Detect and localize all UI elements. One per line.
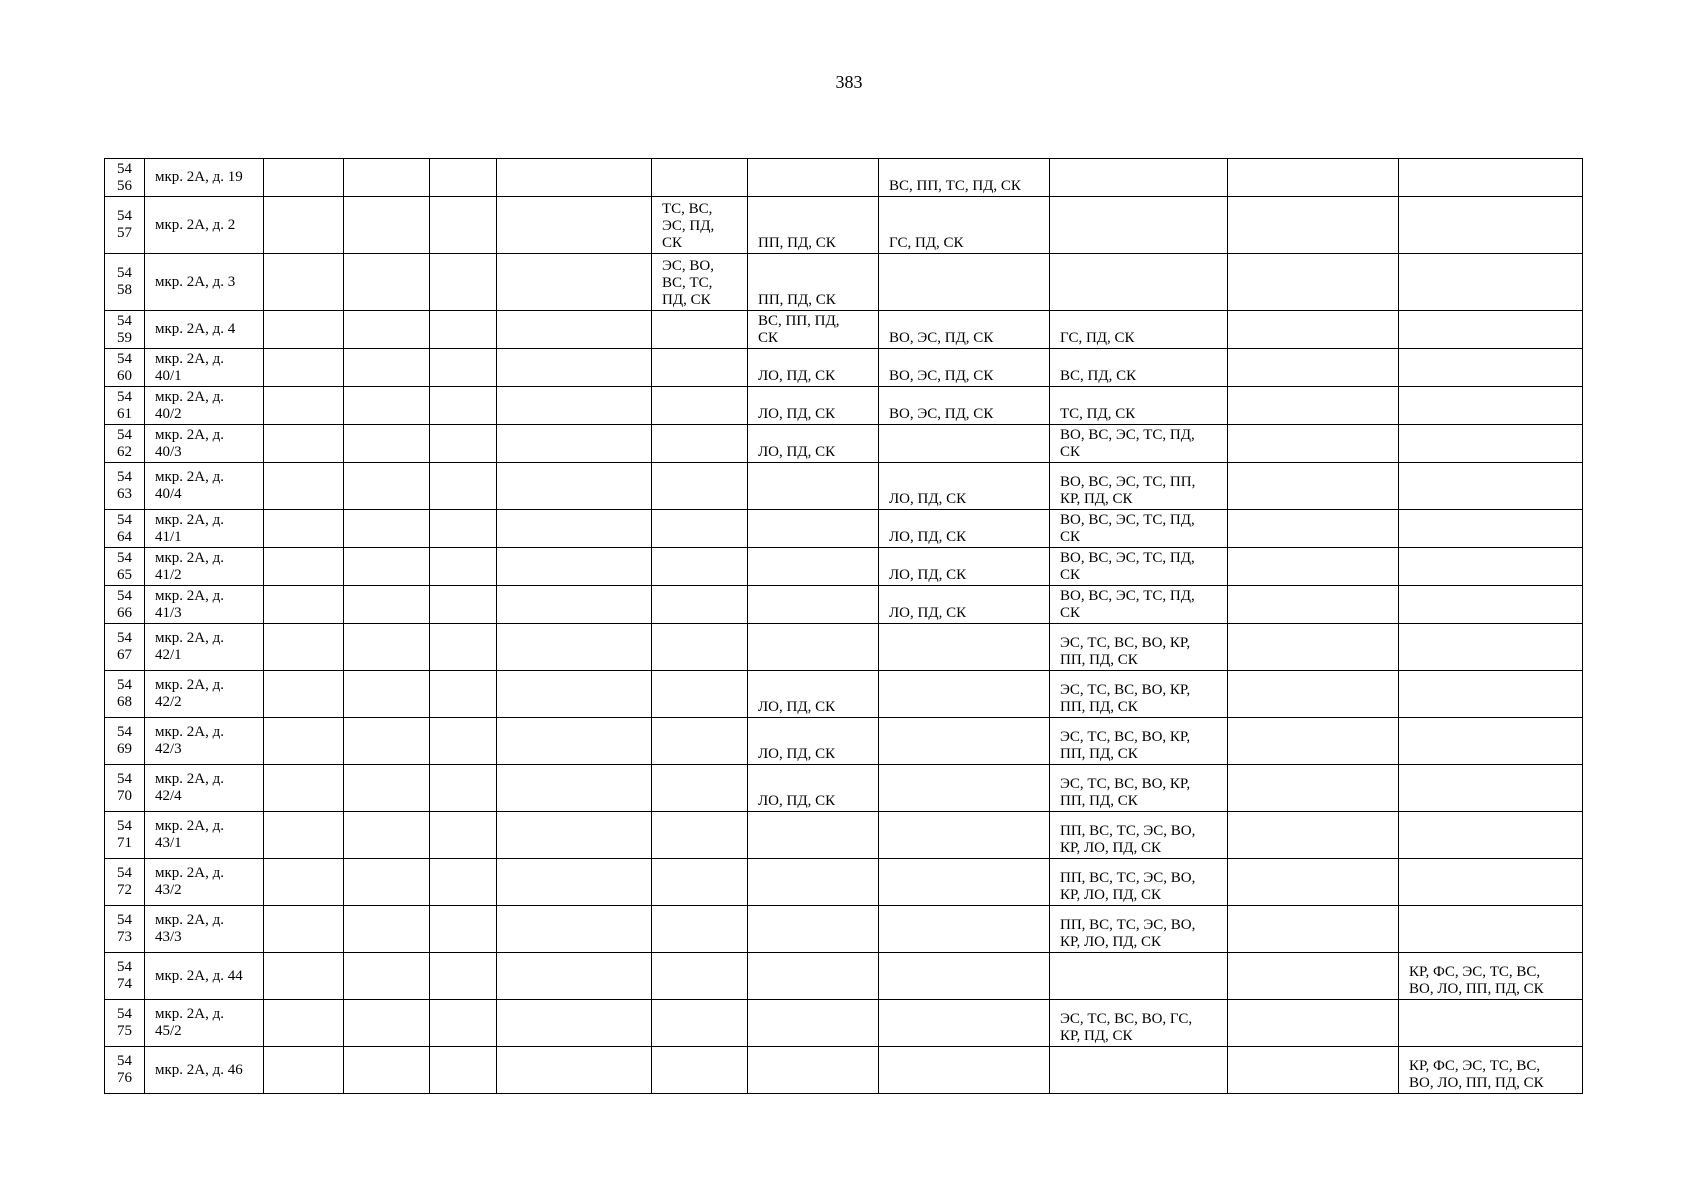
- work-types-cell: [344, 349, 430, 387]
- work-types-cell: [264, 1000, 344, 1047]
- work-types-cell: [1228, 671, 1399, 718]
- work-types-cell: [1228, 718, 1399, 765]
- work-types-cell: КР, ФС, ЭС, ТС, ВС, ВО, ЛО, ПП, ПД, СК: [1399, 953, 1583, 1000]
- work-types-cell: [748, 859, 879, 906]
- work-types-cell: [497, 906, 652, 953]
- work-types-cell: [264, 425, 344, 463]
- work-types-cell: [344, 1047, 430, 1094]
- work-types-cell: [344, 463, 430, 510]
- work-types-cell: [264, 197, 344, 254]
- table-body: [105, 159, 1583, 1094]
- work-types-cell: [1228, 463, 1399, 510]
- work-types-cell: [497, 1000, 652, 1047]
- work-types-cell: [1050, 254, 1228, 311]
- work-types-cell: ПП, ВС, ТС, ЭС, ВО, КР, ЛО, ПД, СК: [1050, 812, 1228, 859]
- work-types-cell: ГС, ПД, СК: [1050, 311, 1228, 349]
- work-types-cell: [652, 586, 748, 624]
- work-types-cell: КР, ФС, ЭС, ТС, ВС, ВО, ЛО, ПП, ПД, СК: [1399, 1047, 1583, 1094]
- work-types-cell: [430, 765, 497, 812]
- work-types-cell: [1399, 1000, 1583, 1047]
- work-types-cell: [497, 812, 652, 859]
- address-cell: мкр. 2А, д. 4: [145, 311, 264, 349]
- work-types-cell: [879, 624, 1050, 671]
- table-row: [105, 1000, 1583, 1047]
- work-types-cell: ВО, ЭС, ПД, СК: [879, 349, 1050, 387]
- address-cell: мкр. 2А, д. 40/1: [145, 349, 264, 387]
- address-cell: мкр. 2А, д. 43/2: [145, 859, 264, 906]
- work-types-cell: [344, 765, 430, 812]
- row-number-cell: 54 60: [105, 349, 145, 387]
- work-types-cell: [1399, 671, 1583, 718]
- work-types-cell: [497, 254, 652, 311]
- row-number-cell: 54 59: [105, 311, 145, 349]
- work-types-cell: [497, 624, 652, 671]
- work-types-cell: [1399, 463, 1583, 510]
- work-types-cell: [264, 718, 344, 765]
- table-row: [105, 624, 1583, 671]
- address-cell: мкр. 2А, д. 42/1: [145, 624, 264, 671]
- work-types-cell: [264, 1047, 344, 1094]
- table-row: [105, 765, 1583, 812]
- work-types-cell: [344, 1000, 430, 1047]
- address-cell: мкр. 2А, д. 2: [145, 197, 264, 254]
- work-types-cell: [652, 1000, 748, 1047]
- work-types-cell: [264, 463, 344, 510]
- work-types-cell: [1228, 1000, 1399, 1047]
- work-types-cell: ЭС, ВО, ВС, ТС, ПД, СК: [652, 254, 748, 311]
- work-types-cell: [879, 906, 1050, 953]
- work-types-cell: [430, 254, 497, 311]
- work-types-cell: [748, 548, 879, 586]
- work-types-cell: [1228, 586, 1399, 624]
- work-types-cell: [344, 387, 430, 425]
- work-types-cell: [1228, 159, 1399, 197]
- work-types-cell: [430, 1000, 497, 1047]
- work-types-cell: [1228, 311, 1399, 349]
- work-types-cell: [1050, 1047, 1228, 1094]
- work-types-cell: [652, 159, 748, 197]
- work-types-cell: [264, 624, 344, 671]
- work-types-cell: [430, 548, 497, 586]
- work-types-cell: [1399, 624, 1583, 671]
- table-row: [105, 906, 1583, 953]
- work-types-cell: ЛО, ПД, СК: [879, 463, 1050, 510]
- work-types-cell: [1399, 765, 1583, 812]
- work-types-cell: [1228, 1047, 1399, 1094]
- row-number-cell: 54 64: [105, 510, 145, 548]
- work-types-cell: [1228, 510, 1399, 548]
- work-types-cell: ЛО, ПД, СК: [748, 671, 879, 718]
- work-types-cell: [264, 349, 344, 387]
- work-types-cell: ЭС, ТС, ВС, ВО, КР, ПП, ПД, СК: [1050, 765, 1228, 812]
- work-types-cell: [264, 859, 344, 906]
- work-types-cell: [430, 1047, 497, 1094]
- row-number-cell: 54 68: [105, 671, 145, 718]
- row-number-cell: 54 72: [105, 859, 145, 906]
- work-types-cell: [1399, 425, 1583, 463]
- work-types-cell: [1399, 586, 1583, 624]
- work-types-cell: [264, 765, 344, 812]
- work-types-cell: [1228, 349, 1399, 387]
- work-types-cell: [264, 906, 344, 953]
- work-types-cell: [344, 953, 430, 1000]
- work-types-cell: [1399, 387, 1583, 425]
- work-types-cell: ВО, ЭС, ПД, СК: [879, 387, 1050, 425]
- row-number-cell: 54 57: [105, 197, 145, 254]
- work-types-cell: [264, 953, 344, 1000]
- work-types-cell: [264, 254, 344, 311]
- work-types-cell: [344, 718, 430, 765]
- table-row: [105, 463, 1583, 510]
- table-row: [105, 254, 1583, 311]
- table-row: [105, 425, 1583, 463]
- work-types-cell: ГС, ПД, СК: [879, 197, 1050, 254]
- work-types-cell: [748, 510, 879, 548]
- table-row: [105, 953, 1583, 1000]
- work-types-cell: ВО, ВС, ЭС, ТС, ПД, СК: [1050, 425, 1228, 463]
- table-row: [105, 548, 1583, 586]
- address-cell: мкр. 2А, д. 19: [145, 159, 264, 197]
- work-types-cell: [497, 859, 652, 906]
- work-types-cell: ЛО, ПД, СК: [748, 425, 879, 463]
- address-cell: мкр. 2А, д. 41/3: [145, 586, 264, 624]
- work-types-cell: [344, 254, 430, 311]
- work-types-cell: ВС, ПД, СК: [1050, 349, 1228, 387]
- work-types-cell: ЭС, ТС, ВС, ВО, ГС, КР, ПД, СК: [1050, 1000, 1228, 1047]
- work-types-cell: [879, 425, 1050, 463]
- work-types-cell: [497, 765, 652, 812]
- table-row: [105, 387, 1583, 425]
- work-types-cell: ПП, ПД, СК: [748, 254, 879, 311]
- row-number-cell: 54 69: [105, 718, 145, 765]
- work-types-cell: ЭС, ТС, ВС, ВО, КР, ПП, ПД, СК: [1050, 718, 1228, 765]
- work-types-cell: [1228, 425, 1399, 463]
- work-types-cell: [497, 718, 652, 765]
- work-types-cell: [1399, 906, 1583, 953]
- work-types-cell: [430, 159, 497, 197]
- work-types-cell: [879, 671, 1050, 718]
- work-types-cell: [430, 463, 497, 510]
- work-types-cell: ЛО, ПД, СК: [879, 586, 1050, 624]
- work-types-cell: [430, 953, 497, 1000]
- work-types-cell: ВС, ПП, ПД, СК: [748, 311, 879, 349]
- work-types-cell: [652, 548, 748, 586]
- row-number-cell: 54 71: [105, 812, 145, 859]
- work-types-cell: [344, 671, 430, 718]
- work-types-cell: [1228, 953, 1399, 1000]
- work-types-cell: [1228, 812, 1399, 859]
- address-cell: мкр. 2А, д. 42/4: [145, 765, 264, 812]
- address-cell: мкр. 2А, д. 42/3: [145, 718, 264, 765]
- row-number-cell: 54 76: [105, 1047, 145, 1094]
- work-types-cell: ЛО, ПД, СК: [748, 387, 879, 425]
- work-types-cell: [344, 624, 430, 671]
- work-types-cell: [1399, 510, 1583, 548]
- row-number-cell: 54 74: [105, 953, 145, 1000]
- work-types-cell: [1399, 859, 1583, 906]
- work-types-cell: [264, 548, 344, 586]
- address-cell: мкр. 2А, д. 45/2: [145, 1000, 264, 1047]
- table-row: [105, 586, 1583, 624]
- table-row: [105, 718, 1583, 765]
- work-types-cell: [344, 510, 430, 548]
- work-types-cell: [1050, 953, 1228, 1000]
- work-types-cell: [1050, 197, 1228, 254]
- work-types-cell: [879, 812, 1050, 859]
- work-types-cell: [264, 159, 344, 197]
- row-number-cell: 54 70: [105, 765, 145, 812]
- work-types-cell: [652, 859, 748, 906]
- table-row: [105, 812, 1583, 859]
- work-types-cell: ВО, ВС, ЭС, ТС, ПП, КР, ПД, СК: [1050, 463, 1228, 510]
- page-number: 383: [835, 72, 863, 92]
- row-number-cell: 54 56: [105, 159, 145, 197]
- work-types-cell: ЭС, ТС, ВС, ВО, КР, ПП, ПД, СК: [1050, 624, 1228, 671]
- row-number-cell: 54 67: [105, 624, 145, 671]
- work-types-cell: [1399, 718, 1583, 765]
- work-types-cell: [879, 254, 1050, 311]
- address-cell: мкр. 2А, д. 44: [145, 953, 264, 1000]
- work-types-cell: [748, 159, 879, 197]
- work-types-cell: [652, 906, 748, 953]
- work-types-cell: [497, 586, 652, 624]
- work-types-cell: [1228, 765, 1399, 812]
- work-types-cell: [1228, 859, 1399, 906]
- work-types-cell: [879, 765, 1050, 812]
- work-types-cell: [430, 197, 497, 254]
- work-types-cell: [430, 906, 497, 953]
- work-types-cell: [344, 859, 430, 906]
- work-types-cell: [652, 1047, 748, 1094]
- work-types-cell: [748, 1047, 879, 1094]
- work-types-cell: [748, 953, 879, 1000]
- work-types-cell: [652, 311, 748, 349]
- work-types-cell: [344, 197, 430, 254]
- work-types-cell: [1399, 349, 1583, 387]
- work-types-cell: [497, 387, 652, 425]
- address-cell: мкр. 2А, д. 40/4: [145, 463, 264, 510]
- work-types-cell: [497, 425, 652, 463]
- address-cell: мкр. 2А, д. 46: [145, 1047, 264, 1094]
- work-types-cell: [430, 671, 497, 718]
- row-number-cell: 54 61: [105, 387, 145, 425]
- work-types-cell: [344, 425, 430, 463]
- table-row: [105, 859, 1583, 906]
- work-types-cell: ЛО, ПД, СК: [748, 349, 879, 387]
- work-types-cell: [748, 624, 879, 671]
- work-types-cell: ВО, ВС, ЭС, ТС, ПД, СК: [1050, 586, 1228, 624]
- row-number-cell: 54 58: [105, 254, 145, 311]
- work-types-cell: [1228, 197, 1399, 254]
- work-types-cell: [344, 586, 430, 624]
- work-types-cell: ЛО, ПД, СК: [748, 718, 879, 765]
- work-types-cell: [879, 1000, 1050, 1047]
- work-types-cell: [652, 812, 748, 859]
- work-types-cell: ТС, ВС, ЭС, ПД, СК: [652, 197, 748, 254]
- work-types-cell: [497, 953, 652, 1000]
- work-types-cell: [748, 906, 879, 953]
- work-types-cell: [497, 349, 652, 387]
- work-types-cell: [430, 718, 497, 765]
- work-types-cell: [652, 624, 748, 671]
- address-cell: мкр. 2А, д. 42/2: [145, 671, 264, 718]
- address-cell: мкр. 2А, д. 41/2: [145, 548, 264, 586]
- work-types-cell: [879, 718, 1050, 765]
- address-cell: мкр. 2А, д. 3: [145, 254, 264, 311]
- row-number-cell: 54 65: [105, 548, 145, 586]
- address-cell: мкр. 2А, д. 43/3: [145, 906, 264, 953]
- table-row: [105, 1047, 1583, 1094]
- work-types-cell: [652, 387, 748, 425]
- work-types-cell: [1399, 197, 1583, 254]
- work-types-cell: [430, 510, 497, 548]
- work-types-cell: [1228, 387, 1399, 425]
- work-types-cell: [652, 671, 748, 718]
- work-types-cell: [1228, 254, 1399, 311]
- table-row: [105, 159, 1583, 197]
- work-types-cell: [430, 812, 497, 859]
- work-types-cell: [652, 765, 748, 812]
- work-types-cell: ВО, ВС, ЭС, ТС, ПД, СК: [1050, 548, 1228, 586]
- work-types-cell: ПП, ВС, ТС, ЭС, ВО, КР, ЛО, ПД, СК: [1050, 859, 1228, 906]
- work-types-cell: [344, 812, 430, 859]
- work-types-cell: [264, 510, 344, 548]
- work-types-cell: ЭС, ТС, ВС, ВО, КР, ПП, ПД, СК: [1050, 671, 1228, 718]
- row-number-cell: 54 75: [105, 1000, 145, 1047]
- work-types-cell: ЛО, ПД, СК: [748, 765, 879, 812]
- work-types-cell: [652, 425, 748, 463]
- address-cell: мкр. 2А, д. 40/3: [145, 425, 264, 463]
- work-types-cell: [1228, 548, 1399, 586]
- row-number-cell: 54 63: [105, 463, 145, 510]
- work-types-cell: [1399, 812, 1583, 859]
- work-types-cell: [1399, 254, 1583, 311]
- work-types-cell: [879, 953, 1050, 1000]
- work-types-cell: [264, 311, 344, 349]
- work-types-cell: [430, 586, 497, 624]
- work-types-cell: [430, 387, 497, 425]
- work-types-cell: [497, 197, 652, 254]
- work-types-cell: [344, 311, 430, 349]
- work-types-cell: [497, 159, 652, 197]
- work-types-cell: [344, 548, 430, 586]
- table-row: [105, 510, 1583, 548]
- work-types-cell: [652, 953, 748, 1000]
- row-number-cell: 54 66: [105, 586, 145, 624]
- work-types-cell: [497, 1047, 652, 1094]
- work-types-cell: [652, 349, 748, 387]
- work-types-cell: [497, 311, 652, 349]
- work-types-cell: [1228, 624, 1399, 671]
- work-types-cell: [1399, 548, 1583, 586]
- work-types-cell: [264, 812, 344, 859]
- work-types-cell: [430, 425, 497, 463]
- work-types-cell: [1399, 311, 1583, 349]
- table-row: [105, 311, 1583, 349]
- work-types-cell: [1399, 159, 1583, 197]
- work-types-cell: [748, 586, 879, 624]
- table-row: [105, 349, 1583, 387]
- work-types-cell: ВО, ЭС, ПД, СК: [879, 311, 1050, 349]
- work-types-cell: [497, 548, 652, 586]
- work-types-cell: ВС, ПП, ТС, ПД, СК: [879, 159, 1050, 197]
- address-cell: мкр. 2А, д. 41/1: [145, 510, 264, 548]
- work-types-cell: [748, 463, 879, 510]
- work-types-cell: [748, 812, 879, 859]
- work-types-cell: [264, 671, 344, 718]
- address-cell: мкр. 2А, д. 40/2: [145, 387, 264, 425]
- work-types-cell: [344, 159, 430, 197]
- work-types-cell: [497, 463, 652, 510]
- work-types-cell: [344, 906, 430, 953]
- row-number-cell: 54 73: [105, 906, 145, 953]
- work-types-cell: [264, 387, 344, 425]
- work-types-cell: [430, 311, 497, 349]
- work-types-cell: [748, 1000, 879, 1047]
- work-types-cell: ЛО, ПД, СК: [879, 510, 1050, 548]
- work-types-cell: [652, 718, 748, 765]
- address-cell: мкр. 2А, д. 43/1: [145, 812, 264, 859]
- works-schedule-table: [104, 158, 1583, 1094]
- work-types-cell: [1050, 159, 1228, 197]
- work-types-cell: [264, 586, 344, 624]
- work-types-cell: ЛО, ПД, СК: [879, 548, 1050, 586]
- row-number-cell: 54 62: [105, 425, 145, 463]
- work-types-cell: [430, 349, 497, 387]
- work-types-cell: [879, 1047, 1050, 1094]
- work-types-cell: ВО, ВС, ЭС, ТС, ПД, СК: [1050, 510, 1228, 548]
- table-row: [105, 671, 1583, 718]
- work-types-cell: [1228, 906, 1399, 953]
- work-types-cell: [652, 463, 748, 510]
- work-types-cell: [497, 671, 652, 718]
- work-types-cell: ТС, ПД, СК: [1050, 387, 1228, 425]
- work-types-cell: ПП, ВС, ТС, ЭС, ВО, КР, ЛО, ПД, СК: [1050, 906, 1228, 953]
- table-row: [105, 197, 1583, 254]
- work-types-cell: [430, 859, 497, 906]
- work-types-cell: [430, 624, 497, 671]
- work-types-cell: [497, 510, 652, 548]
- work-types-cell: ПП, ПД, СК: [748, 197, 879, 254]
- work-types-cell: [652, 510, 748, 548]
- work-types-cell: [879, 859, 1050, 906]
